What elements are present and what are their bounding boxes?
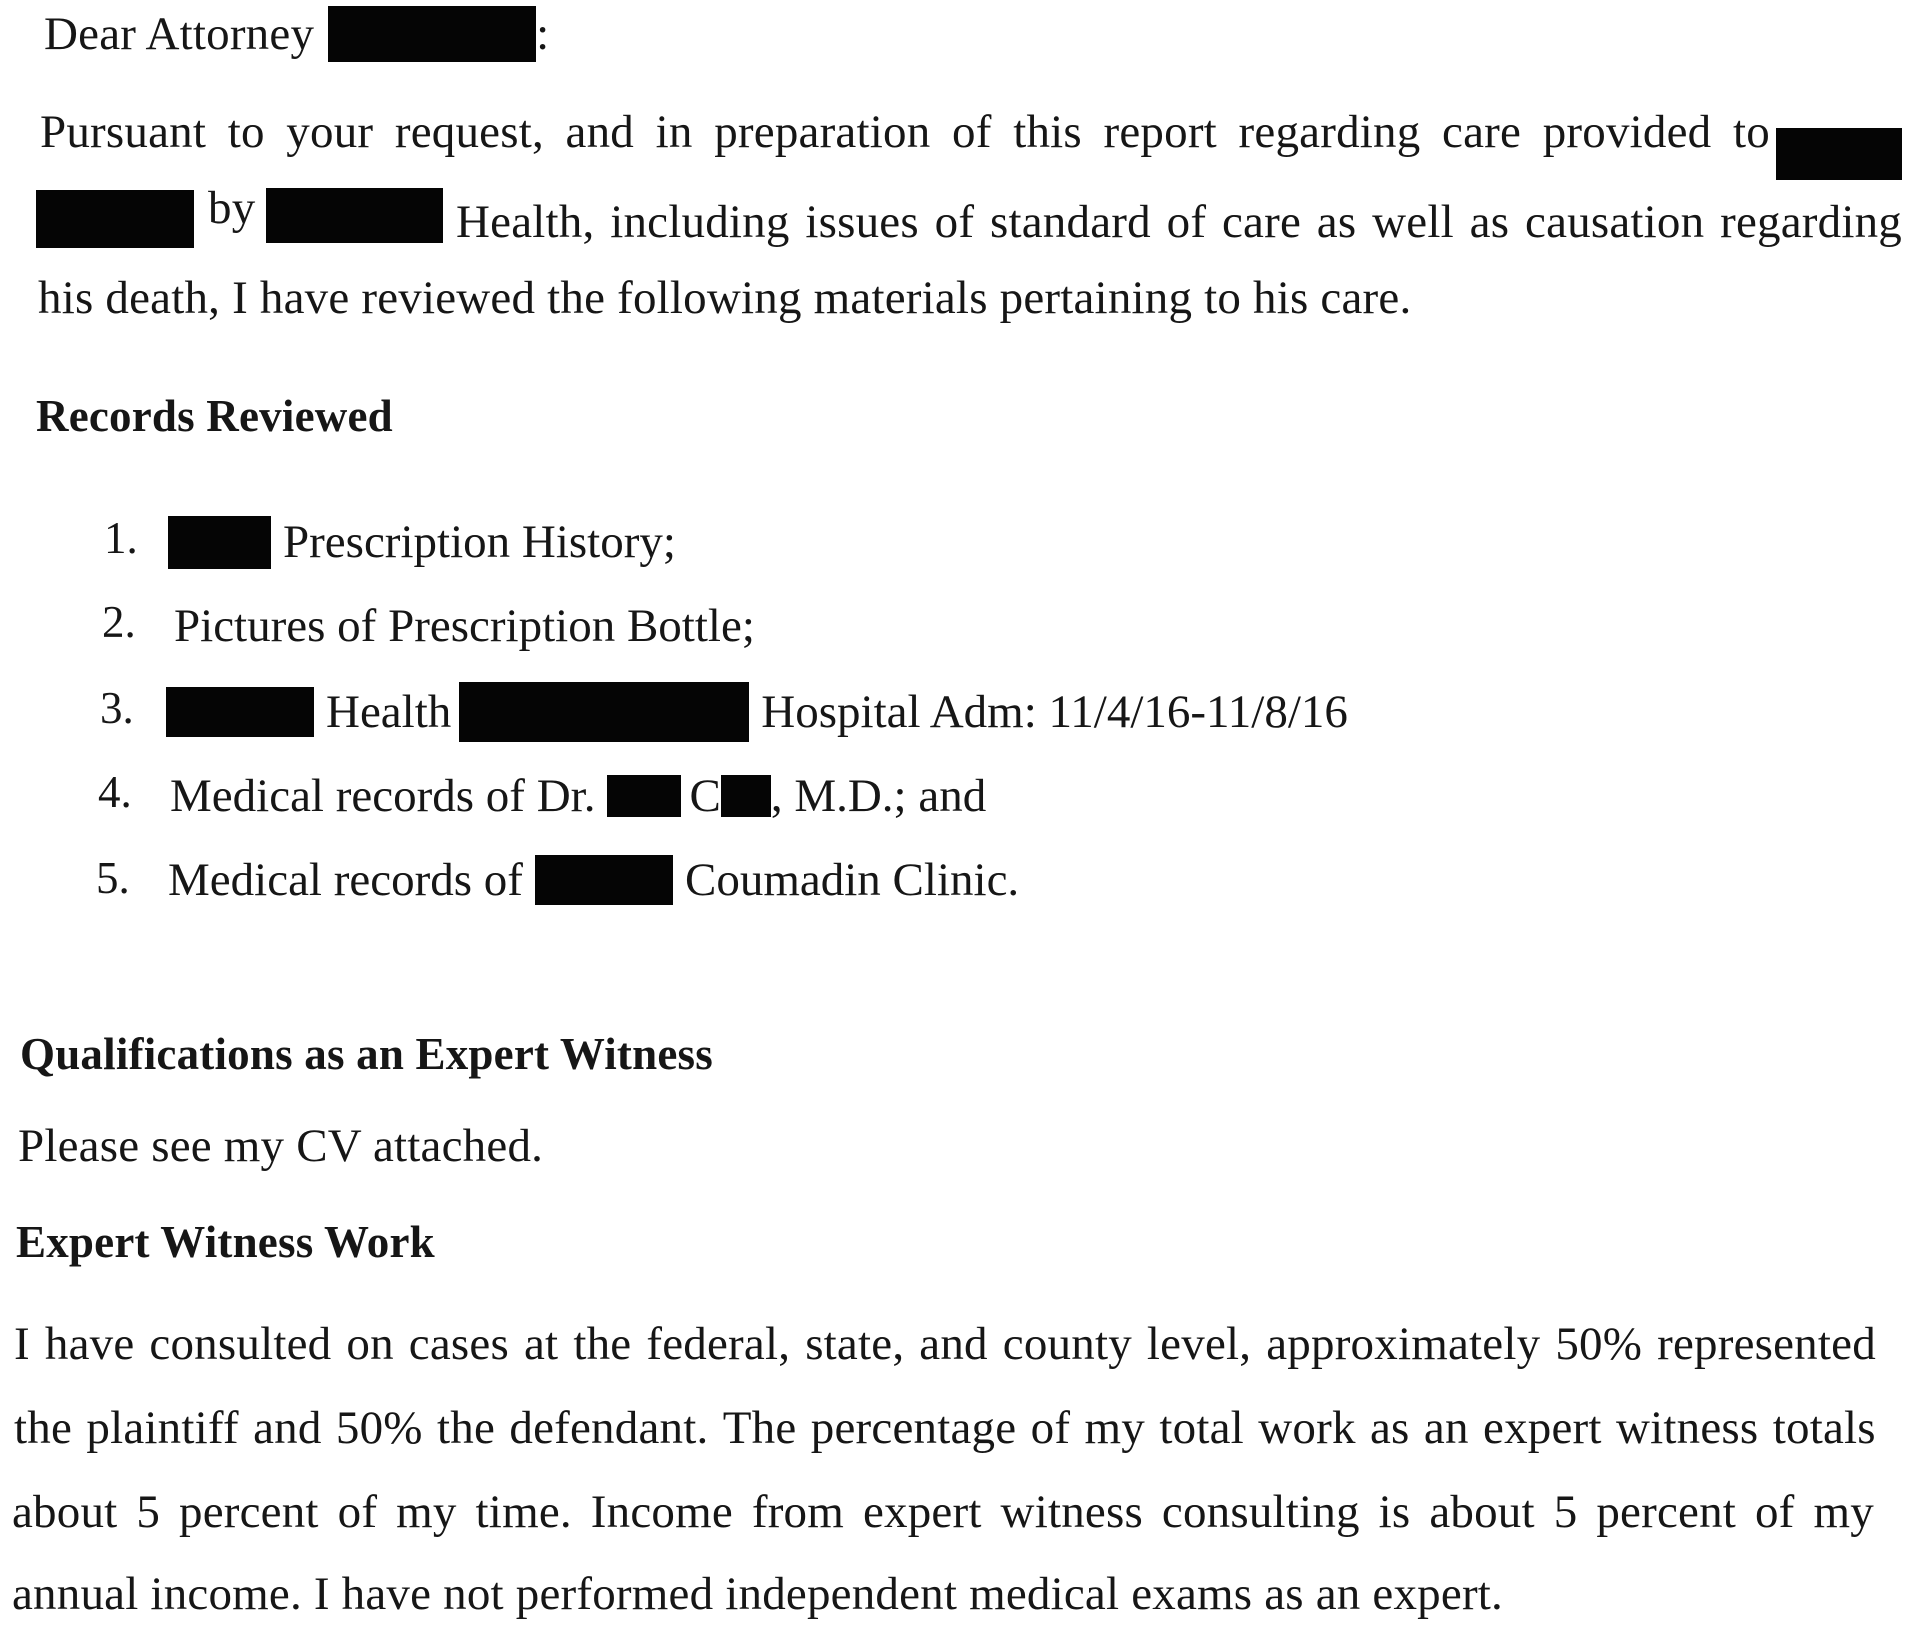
word: totals (1772, 1402, 1876, 1454)
word: consulting (1161, 1486, 1360, 1538)
word: your (286, 106, 374, 158)
expert-work-line-4: annual income. I have not performed independent medical exams as an expert. (12, 1568, 1504, 1620)
list-item-text: Medical records of Dr. (170, 770, 596, 822)
word: Pursuant (40, 106, 207, 158)
expert-work-heading: Expert Witness Work (16, 1217, 435, 1267)
qualifications-text: Please see my CV attached. (18, 1120, 544, 1172)
intro-line-2: Health, including issues of standard of care as well as causation regarding (456, 196, 1902, 248)
expert-work-line-2 (14, 1400, 1876, 1456)
word: and (565, 106, 635, 158)
word: and (919, 1318, 988, 1370)
redaction-box (266, 188, 443, 243)
list-item-text: Hospital Adm: 11/4/16-11/8/16 (761, 686, 1348, 738)
word: on (346, 1318, 394, 1370)
word: the (573, 1318, 632, 1370)
redaction-box (166, 687, 314, 737)
list-item-number: 2. (102, 597, 136, 647)
expert-work-line-1 (14, 1316, 1876, 1372)
word: about (1429, 1486, 1535, 1538)
word: witness (1000, 1486, 1143, 1538)
word: about (12, 1486, 118, 1538)
word: this (1013, 106, 1082, 158)
word: state, (805, 1318, 905, 1370)
word: to (1732, 106, 1770, 158)
salutation-colon: : (536, 8, 550, 60)
word: work (1258, 1402, 1356, 1454)
word: approximately (1266, 1318, 1541, 1370)
salutation-text: Dear Attorney (44, 8, 315, 60)
list-item-number: 3. (100, 683, 134, 733)
list-item-text: Health (326, 686, 452, 738)
word: at (523, 1318, 559, 1370)
redaction-box (535, 855, 673, 905)
word: represented (1657, 1318, 1876, 1370)
word: percent (1596, 1486, 1737, 1538)
word: cases (408, 1318, 509, 1370)
redaction-box (721, 775, 771, 817)
word: regarding (1238, 106, 1421, 158)
word: is (1378, 1486, 1411, 1538)
word: The (722, 1402, 797, 1454)
word: in (655, 106, 693, 158)
word: my (396, 1486, 457, 1538)
word: defendant. (509, 1402, 709, 1454)
word: care (1442, 106, 1522, 158)
list-item (174, 598, 755, 654)
word: consulted (149, 1318, 332, 1370)
list-item-text: Prescription History; (283, 516, 676, 568)
redaction-box (607, 775, 681, 817)
word: provided (1542, 106, 1712, 158)
word: the (14, 1402, 73, 1454)
word: level, (1146, 1318, 1252, 1370)
list-item-text: , M.D.; and (770, 770, 987, 822)
redaction-box (36, 190, 194, 248)
word: the (437, 1402, 496, 1454)
word: percentage (810, 1402, 1017, 1454)
redaction-box (459, 682, 749, 742)
word: total (1159, 1402, 1244, 1454)
redaction-box (168, 516, 271, 569)
word: I (14, 1318, 30, 1370)
list-item-number: 5. (96, 853, 130, 903)
word: federal, (646, 1318, 791, 1370)
list-item-number: 1. (104, 513, 138, 563)
word: of (952, 106, 992, 158)
word: of (1754, 1486, 1795, 1538)
word: an (1423, 1402, 1469, 1454)
word: plaintiff (86, 1402, 239, 1454)
word: my (1084, 1402, 1146, 1454)
intro-line-1 (40, 104, 1770, 160)
word: have (44, 1318, 135, 1370)
list-item (170, 768, 986, 824)
word: witness (1616, 1402, 1759, 1454)
word: 50% (1555, 1318, 1643, 1370)
expert-work-line-3 (12, 1484, 1874, 1540)
word: and (253, 1402, 322, 1454)
word: of (337, 1486, 378, 1538)
list-item-text: C (689, 770, 721, 822)
word: of (1030, 1402, 1071, 1454)
redaction-box (328, 6, 536, 62)
list-item (166, 682, 1348, 742)
word: as (1370, 1402, 1410, 1454)
word: from (751, 1486, 845, 1538)
word: report (1103, 106, 1217, 158)
list-item-text: Pictures of Prescription Bottle; (174, 600, 755, 652)
list-item (168, 514, 676, 570)
word: Income (590, 1486, 733, 1538)
word: county (1002, 1318, 1132, 1370)
word: to (227, 106, 265, 158)
intro-by: by (208, 182, 256, 234)
word: my (1813, 1486, 1874, 1538)
salutation (44, 6, 549, 62)
word: expert (1483, 1402, 1602, 1454)
word: 50% (335, 1402, 423, 1454)
intro-line-3: his death, I have reviewed the following materials pertaining to his care. (38, 272, 1412, 324)
list-item-text: Medical records of (168, 854, 523, 906)
word: expert (862, 1486, 982, 1538)
redaction-box (1776, 128, 1902, 180)
records-reviewed-heading: Records Reviewed (36, 391, 393, 441)
list-item (168, 852, 1019, 908)
word: time. (475, 1486, 572, 1538)
qualifications-heading: Qualifications as an Expert Witness (20, 1029, 713, 1079)
list-item-text: Coumadin Clinic. (684, 854, 1020, 906)
word: request, (394, 106, 544, 158)
word: 5 (1553, 1486, 1578, 1538)
word: preparation (714, 106, 931, 158)
word: percent (179, 1486, 319, 1538)
word: 5 (136, 1486, 161, 1538)
list-item-number: 4. (98, 767, 132, 817)
